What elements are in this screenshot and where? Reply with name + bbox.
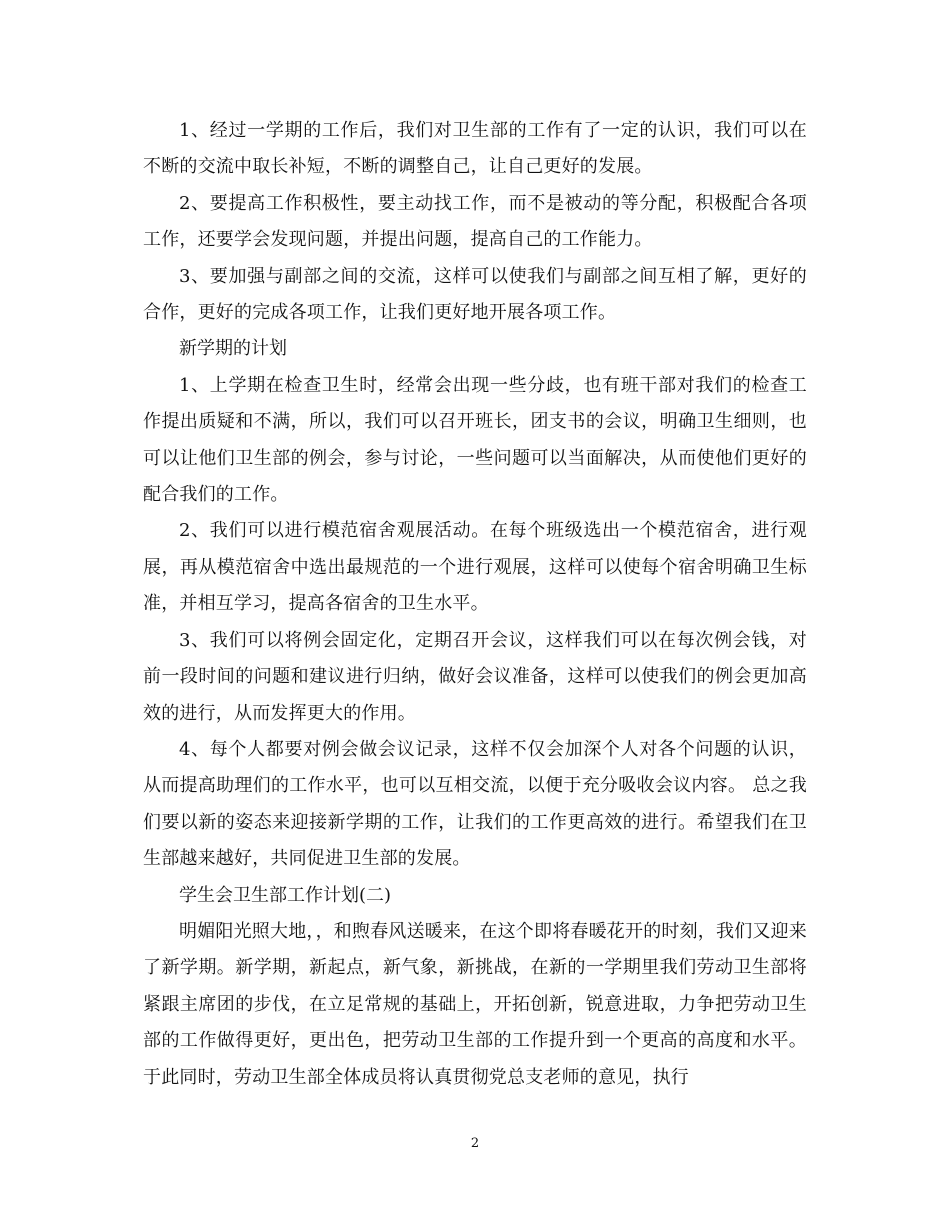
- section-heading-work-plan-two: 学生会卫生部工作计划(二): [179, 884, 392, 906]
- paragraph-plan-2: 2、我们可以进行模范宿舍观展活动。在每个班级选出一个模范宿舍，进行观展，再从模范宿舍中选出最规范的一个进行观展，这样可以使每个宿舍明确卫生标准，并相互学习，提高各宿舍的卫生水平。: [143, 520, 807, 615]
- paragraph-summary-1: 1、经过一学期的工作后，我们对卫生部的工作有了一定的认识，我们可以在不断的交流中取长补短，不断的调整自己，让自己更好的发展。: [143, 120, 807, 178]
- paragraph-plan-3: 3、我们可以将例会固定化，定期召开会议，这样我们可以在每次例会钱，对前一段时间的问题和建议进行归纳，做好会议准备，这样可以使我们的例会更加高效的进行，从而发挥更大的作用。: [143, 629, 807, 724]
- page-number: 2: [470, 1136, 480, 1151]
- paragraph-summary-2: 2、要提高工作积极性，要主动找工作，而不是被动的等分配，积极配合各项工作，还要学会发现问题，并提出问题，提高自己的工作能力。: [143, 192, 807, 251]
- document-body: [143, 113, 807, 1096]
- paragraph-intro: 明媚阳光照大地，，和煦春风送暖来，在这个即将春暖花开的时刻，我们又迎来了新学期。新学期，新起点，新气象，新挑战，在新的一学期里我们劳动卫生部将紧跟主席团的步伐，在立足常规的基础上，开拓创新，锐意进取，力争把劳动卫生部的工作做得更好，更出色，把劳动卫生部的工作提升到一个更高的高度和水平。于此同时，劳动卫生部全体成员将认真贯彻党总支老师的意见，执行: [143, 920, 807, 1088]
- paragraph-plan-1: 1、上学期在检查卫生时，经常会出现一些分歧，也有班干部对我们的检查工作提出质疑和不满，所以，我们可以召开班长，团支书的会议，明确卫生细则，也可以让他们卫生部的例会，参与讨论，一些问题可以当面解决，从而使他们更好的配合我们的工作。: [143, 374, 807, 506]
- paragraph-summary-3: 3、要加强与副部之间的交流，这样可以使我们与副部之间互相了解，更好的合作，更好的完成各项工作，让我们更好地开展各项工作。: [143, 265, 807, 324]
- section-heading-new-term-plan: 新学期的计划: [179, 338, 287, 360]
- paragraph-plan-4: 4、每个人都要对例会做会议记录，这样不仅会加深个人对各个问题的认识，从而提高助理们的工作水平，也可以互相交流，以便于充分吸收会议内容。 总之我们要以新的姿态来迎接新学期的工作，让我们的工作更高效的进行。希望我们在卫生部越来越好，共同促进卫生部的发展。: [143, 738, 807, 870]
